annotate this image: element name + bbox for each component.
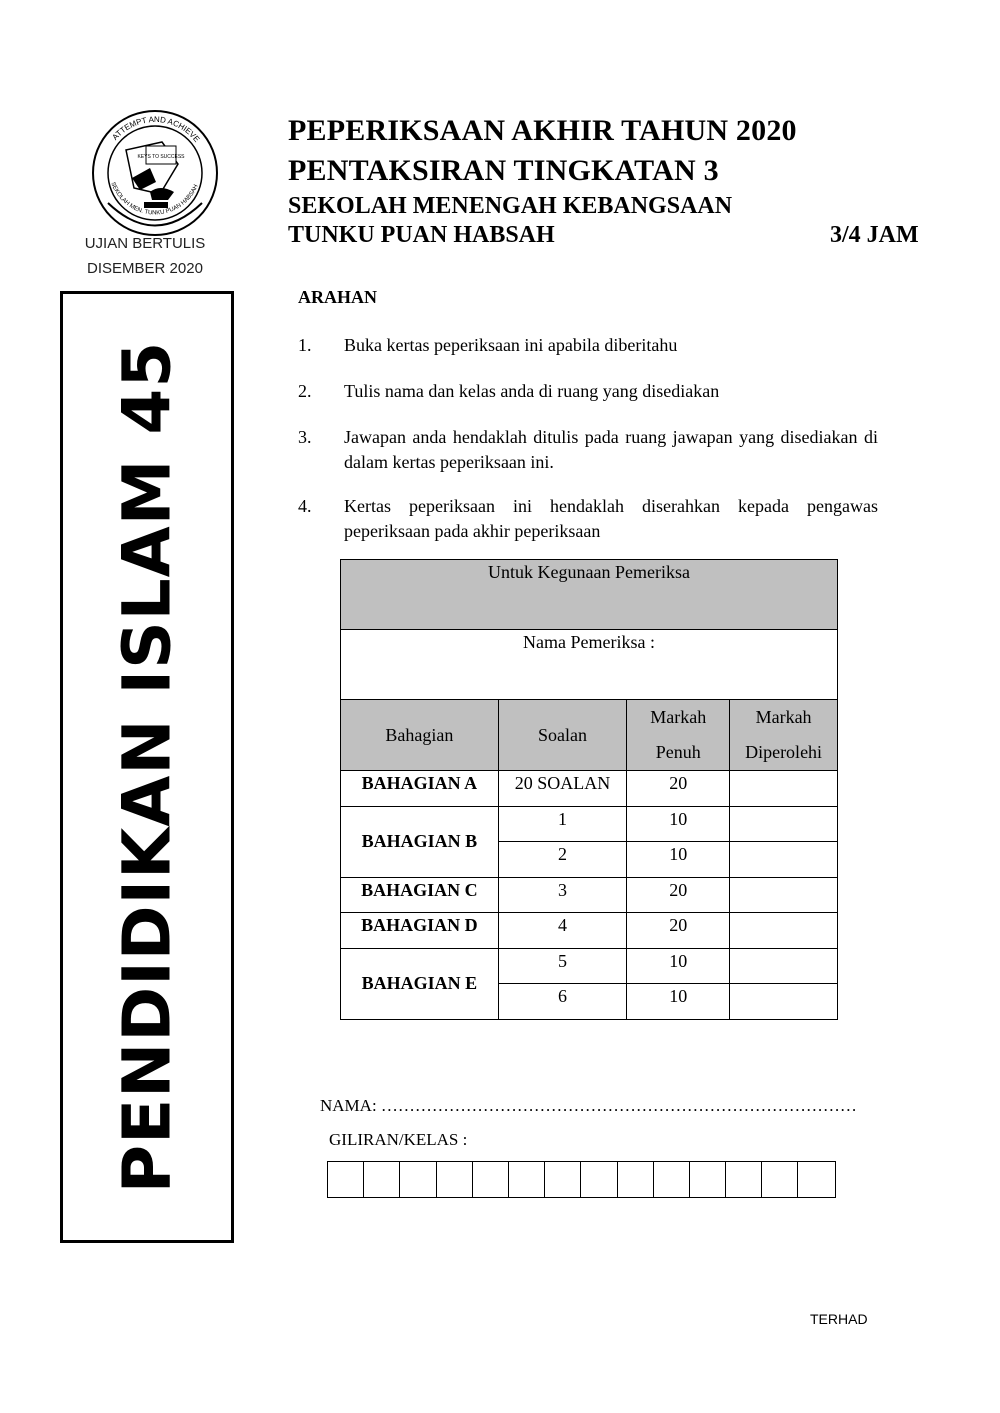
instruction-number: 2.: [298, 381, 312, 401]
subject-title: PENDIDIKAN ISLAM 45: [108, 340, 186, 1194]
section-cell: BAHAGIAN A: [341, 771, 499, 807]
section-cell: BAHAGIAN C: [341, 877, 499, 913]
examiner-name-field[interactable]: Nama Pemeriksa :: [341, 630, 838, 700]
instructions-heading: ARAHAN: [298, 287, 377, 307]
question-cell: 2: [498, 842, 627, 878]
question-cell: 20 SOALAN: [498, 771, 627, 807]
obtained-marks-cell[interactable]: [730, 913, 838, 949]
header-section: Bahagian: [341, 700, 499, 771]
instruction-number: 1.: [298, 335, 312, 355]
section-cell: BAHAGIAN D: [341, 913, 499, 949]
full-marks-cell: 10: [627, 806, 730, 842]
question-cell: 4: [498, 913, 627, 949]
logo-banner: KEYS TO SUCCESS: [137, 154, 185, 160]
question-cell: 6: [498, 984, 627, 1020]
full-marks-cell: 20: [627, 913, 730, 949]
index-digit-box[interactable]: [581, 1162, 617, 1197]
school-name-line-1: SEKOLAH MENENGAH KEBANGSAAN: [288, 193, 733, 219]
index-digit-box[interactable]: [545, 1162, 581, 1197]
instruction-item: [298, 379, 878, 404]
classification-label: TERHAD: [810, 1311, 868, 1327]
student-name-field[interactable]: NAMA: …………………………………………………………………………: [320, 1096, 857, 1115]
table-row: [341, 948, 838, 984]
header-full-marks-line-2: Penuh: [655, 742, 701, 762]
subject-box: [60, 291, 234, 1243]
logo-motto: ATTEMPT AND ACHIEVE: [110, 114, 202, 144]
obtained-marks-cell[interactable]: [730, 842, 838, 878]
header-full-marks: [627, 700, 730, 771]
obtained-marks-cell[interactable]: [730, 984, 838, 1020]
table-header-row: [341, 700, 838, 771]
question-cell: 5: [498, 948, 627, 984]
instruction-text: Kertas peperiksaan ini hendaklah diserahkan kepada pengawas peperiksaan pada akhir peperiksaan: [344, 496, 878, 541]
logo-ring-text: SEKOLAH MEN. TUNKU PUAN HABSAH: [109, 181, 200, 217]
instruction-item: [298, 333, 878, 358]
assessment-title: PENTAKSIRAN TINGKATAN 3: [288, 154, 719, 187]
examiner-table: [340, 559, 838, 1020]
instruction-item: [298, 425, 878, 475]
obtained-marks-cell[interactable]: [730, 948, 838, 984]
index-number-boxes: [327, 1161, 836, 1198]
header-obtained-line-1: Markah: [755, 707, 812, 727]
index-digit-box[interactable]: [654, 1162, 690, 1197]
exam-duration: 3/4 JAM: [830, 222, 919, 248]
instruction-number: 4.: [298, 496, 312, 516]
instruction-text: Jawapan anda hendaklah ditulis pada ruang jawapan yang disediakan di dalam kertas peperiksaan ini.: [344, 427, 878, 472]
header-obtained-line-2: Diperolehi: [745, 742, 823, 762]
exam-type: UJIAN BERTULIS: [84, 235, 206, 252]
instruction-text: Buka kertas peperiksaan ini apabila diberitahu: [344, 335, 678, 355]
full-marks-cell: 10: [627, 842, 730, 878]
class-label: GILIRAN/KELAS :: [329, 1130, 468, 1149]
index-digit-box[interactable]: [618, 1162, 654, 1197]
table-row: [341, 806, 838, 842]
index-digit-box[interactable]: [798, 1162, 834, 1197]
table-row: [341, 771, 838, 807]
instruction-item: [298, 494, 878, 544]
table-row: [341, 913, 838, 949]
full-marks-cell: 20: [627, 877, 730, 913]
obtained-marks-cell[interactable]: [730, 806, 838, 842]
instruction-number: 3.: [298, 427, 312, 447]
index-digit-box[interactable]: [762, 1162, 798, 1197]
index-digit-box[interactable]: [690, 1162, 726, 1197]
question-cell: 3: [498, 877, 627, 913]
index-digit-box[interactable]: [400, 1162, 436, 1197]
full-marks-cell: 10: [627, 984, 730, 1020]
index-digit-box[interactable]: [509, 1162, 545, 1197]
header-obtained-marks: [730, 700, 838, 771]
section-cell: BAHAGIAN B: [341, 806, 499, 877]
instruction-text: Tulis nama dan kelas anda di ruang yang disediakan: [344, 381, 720, 401]
index-digit-box[interactable]: [364, 1162, 400, 1197]
index-digit-box[interactable]: [437, 1162, 473, 1197]
table-row: [341, 877, 838, 913]
exam-title: PEPERIKSAAN AKHIR TAHUN 2020: [288, 114, 797, 147]
obtained-marks-cell[interactable]: [730, 771, 838, 807]
header-question: Soalan: [498, 700, 627, 771]
obtained-marks-cell[interactable]: [730, 877, 838, 913]
section-cell: BAHAGIAN E: [341, 948, 499, 1019]
full-marks-cell: 10: [627, 948, 730, 984]
school-crest-icon: [90, 108, 220, 238]
full-marks-cell: 20: [627, 771, 730, 807]
examiner-table-title: Untuk Kegunaan Pemeriksa: [341, 560, 838, 630]
question-cell: 1: [498, 806, 627, 842]
header-full-marks-line-1: Markah: [650, 707, 707, 727]
index-digit-box[interactable]: [726, 1162, 762, 1197]
index-digit-box[interactable]: [328, 1162, 364, 1197]
index-digit-box[interactable]: [473, 1162, 509, 1197]
school-name-line-2: TUNKU PUAN HABSAH: [288, 222, 555, 248]
exam-month: DISEMBER 2020: [87, 260, 203, 277]
